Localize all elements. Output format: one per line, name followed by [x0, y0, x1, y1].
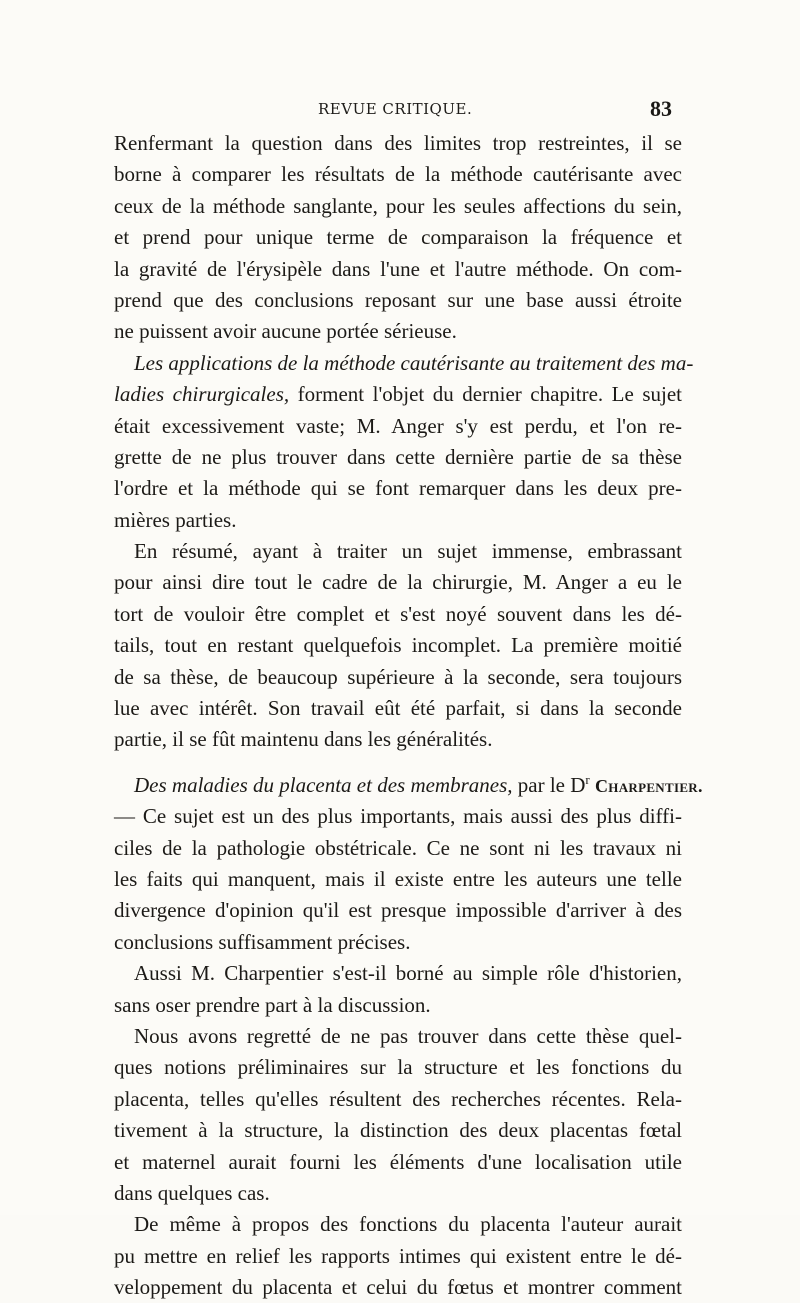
text-line: En résumé, ayant à traiter un sujet immense, embrassant: [134, 539, 682, 564]
text-line: conclusions suffisamment précises.: [114, 929, 411, 954]
text-line: tivement à la structure, la distinction des deux placentas fœtal: [114, 1118, 682, 1143]
text-line: divergence d'opinion qu'il est presque impossible d'arriver à des: [114, 898, 682, 923]
text-line: ceux de la méthode sanglante, pour les seules affections du sein,: [114, 193, 682, 218]
running-head: [0, 96, 800, 126]
page-number: 83: [650, 96, 672, 121]
text-run: forment l'objet du dernier chapitre. Le sujet: [289, 382, 682, 407]
running-title: REVUE CRITIQUE.: [318, 100, 473, 118]
section-heading-line: [114, 770, 703, 801]
superscript: r: [585, 771, 590, 787]
text-line: Les applications de la méthode cautérisante au traitement des ma-: [134, 350, 694, 375]
text-line: — Ce sujet est un des plus importants, mais aussi des plus diffi-: [114, 804, 682, 829]
section-title: Des maladies du placenta et des membranes,: [134, 772, 513, 797]
text-line: et prend pour unique terme de comparaison la fréquence et: [114, 225, 682, 250]
text-line: tails, tout en restant quelquefois incomplet. La première moitié: [114, 633, 682, 658]
text-line: Aussi M. Charpentier s'est-il borné au simple rôle d'historien,: [134, 961, 682, 986]
text-line: grette de ne plus trouver dans cette dernière partie de sa thèse: [114, 444, 682, 469]
text-line: était excessivement vaste; M. Anger s'y est perdu, et l'on re-: [114, 413, 682, 438]
body-text: [114, 128, 703, 1303]
text-line: l'ordre et la méthode qui se font remarquer dans les deux pre-: [114, 476, 682, 501]
text-line: sans oser prendre part à la discussion.: [114, 992, 431, 1017]
text-run: par le D: [512, 772, 586, 797]
author-name: Charpentier.: [595, 775, 703, 796]
text-line: dans quelques cas.: [114, 1180, 270, 1205]
text-line: Renfermant la question dans des limites trop restreintes, il se: [114, 131, 682, 155]
text-line: placenta, telles qu'elles résultent des recherches récentes. Rela-: [114, 1086, 682, 1111]
text-line: partie, il se fût maintenu dans les généralités.: [114, 727, 493, 752]
text-line: la gravité de l'érysipèle dans l'une et l'autre méthode. On com-: [114, 256, 682, 281]
text-line: Nous avons regretté de ne pas trouver dans cette thèse quel-: [134, 1023, 682, 1048]
text-line: et maternel aurait fourni les éléments d'une localisation utile: [114, 1149, 682, 1174]
text-line: mières parties.: [114, 507, 237, 532]
text-line: prend que des conclusions reposant sur une base aussi étroite: [114, 287, 682, 312]
text-line: [114, 379, 682, 410]
text-line: ques notions préliminaires sur la structure et les fonctions du: [114, 1055, 682, 1080]
text-line: borne à comparer les résultats de la méthode cautérisante avec: [114, 162, 682, 187]
text-line: veloppement du placenta et celui du fœtus et montrer comment: [114, 1275, 682, 1300]
text-line: les faits qui manquent, mais il existe entre les auteurs une telle: [114, 866, 682, 891]
text-line: pu mettre en relief les rapports intimes qui existent entre le dé-: [114, 1243, 682, 1268]
text-line: pour ainsi dire tout le cadre de la chirurgie, M. Anger a eu le: [114, 570, 682, 595]
text-line: ne puissent avoir aucune portée sérieuse.: [114, 319, 457, 344]
text-line: ciles de la pathologie obstétricale. Ce ne sont ni les travaux ni: [114, 835, 682, 860]
text-line: de sa thèse, de beaucoup supérieure à la seconde, sera toujours: [114, 664, 682, 689]
text-line: tort de vouloir être complet et s'est noyé souvent dans les dé-: [114, 601, 682, 626]
text-line: lue avec intérêt. Son travail eût été parfait, si dans la seconde: [114, 696, 682, 721]
italic-phrase: ladies chirurgicales,: [114, 382, 290, 407]
text-line: De même à propos des fonctions du placenta l'auteur aurait: [134, 1212, 682, 1237]
